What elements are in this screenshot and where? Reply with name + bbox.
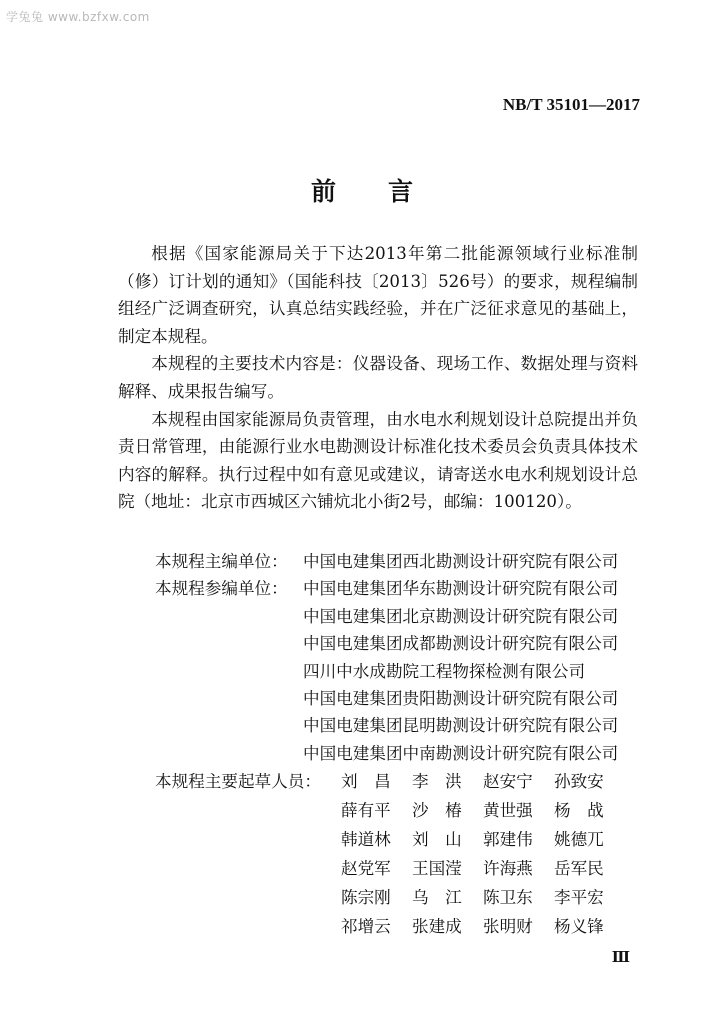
participating-unit-row	[155, 575, 655, 602]
participating-unit-row	[155, 630, 655, 657]
drafter-name: 赵党军	[341, 859, 391, 878]
drafter-name: 张建成	[412, 917, 462, 936]
page-number: Ⅲ	[611, 950, 630, 966]
chief-unit-label: 本规程主编单位：	[155, 552, 288, 571]
drafter-name: 孙致安	[554, 772, 604, 791]
drafter-name: 郭建伟	[483, 830, 533, 849]
drafter-name: 黄世强	[483, 801, 533, 820]
drafter-name: 岳军民	[554, 859, 604, 878]
drafter-name: 杨 战	[554, 801, 604, 820]
drafter-row	[155, 796, 655, 825]
drafter-name: 姚德兀	[554, 830, 604, 849]
drafter-name: 乌 江	[412, 888, 462, 907]
participating-unit-name: 中国电建集团北京勘测设计研究院有限公司	[303, 606, 619, 626]
drafter-name: 刘 山	[412, 830, 462, 849]
chief-unit-name: 中国电建集团西北勘测设计研究院有限公司	[303, 552, 619, 571]
page-title: 前言	[310, 177, 465, 206]
participating-unit-name: 中国电建集团成都勘测设计研究院有限公司	[303, 634, 619, 654]
drafter-name: 李平宏	[554, 888, 604, 907]
drafter-row	[155, 825, 655, 854]
drafter-row	[155, 912, 655, 941]
drafter-name: 张明财	[483, 917, 533, 936]
drafter-name: 杨义锋	[554, 917, 604, 936]
drafter-row	[155, 854, 655, 883]
watermark: 学兔兔 www.bzfxw.com	[6, 10, 150, 24]
participating-unit-row	[155, 658, 655, 685]
paragraph: 本规程的主要技术内容是：仪器设备、现场工作、数据处理与资料解释、成果报告编写。	[118, 354, 638, 401]
participating-unit-label: 本规程参编单位：	[155, 579, 288, 599]
drafter-name: 许海燕	[483, 859, 533, 878]
drafter-row	[155, 883, 655, 912]
drafters-label: 本规程主要起草人员：	[155, 772, 321, 791]
participating-unit-name: 四川中水成勘院工程物探检测有限公司	[303, 661, 586, 681]
participating-unit-name: 中国电建集团贵阳勘测设计研究院有限公司	[303, 688, 619, 708]
units-list	[155, 548, 655, 767]
drafter-name: 李 洪	[412, 772, 462, 791]
participating-unit-row	[155, 603, 655, 630]
participating-unit-row	[155, 685, 655, 712]
paragraph: 本规程由国家能源局负责管理，由水电水利规划设计总院提出并负责日常管理，由能源行业水电勘测设计标准化技术委员会负责具体技术内容的解释。执行过程中如有意见或建议，请寄送水电水利规划设计总院（地址：北京市西城区六铺炕北小街2号，邮编：100120）。	[118, 409, 638, 512]
drafter-name: 祁增云	[341, 917, 391, 936]
drafter-name: 沙 椿	[412, 801, 462, 820]
foreword-body	[118, 240, 638, 516]
drafter-name: 刘 昌	[341, 772, 391, 791]
participating-unit-name: 中国电建集团华东勘测设计研究院有限公司	[303, 579, 619, 599]
drafter-name: 王国滢	[412, 859, 462, 878]
participating-unit-name: 中国电建集团中南勘测设计研究院有限公司	[303, 743, 619, 763]
drafter-name: 薛有平	[341, 801, 391, 820]
drafter-name: 韩道林	[341, 830, 391, 849]
drafter-name: 陈卫东	[483, 888, 533, 907]
drafter-row	[155, 767, 655, 796]
participating-unit-row	[155, 712, 655, 739]
drafters-list	[155, 767, 655, 941]
chief-unit-row	[155, 548, 655, 575]
paragraph: 根据《国家能源局关于下达2013年第二批能源领域行业标准制（修）订计划的通知》（国能科技〔2013〕526号）的要求，规程编制组经广泛调查研究，认真总结实践经验，并在广泛征求意见的基础上，制定本规程。	[118, 244, 638, 346]
participating-unit-row	[155, 740, 655, 767]
participating-unit-name: 中国电建集团昆明勘测设计研究院有限公司	[303, 716, 619, 736]
drafter-name: 陈宗刚	[341, 888, 391, 907]
drafter-name: 赵安宁	[483, 772, 533, 791]
standard-code: NB/T 35101—2017	[502, 95, 640, 114]
